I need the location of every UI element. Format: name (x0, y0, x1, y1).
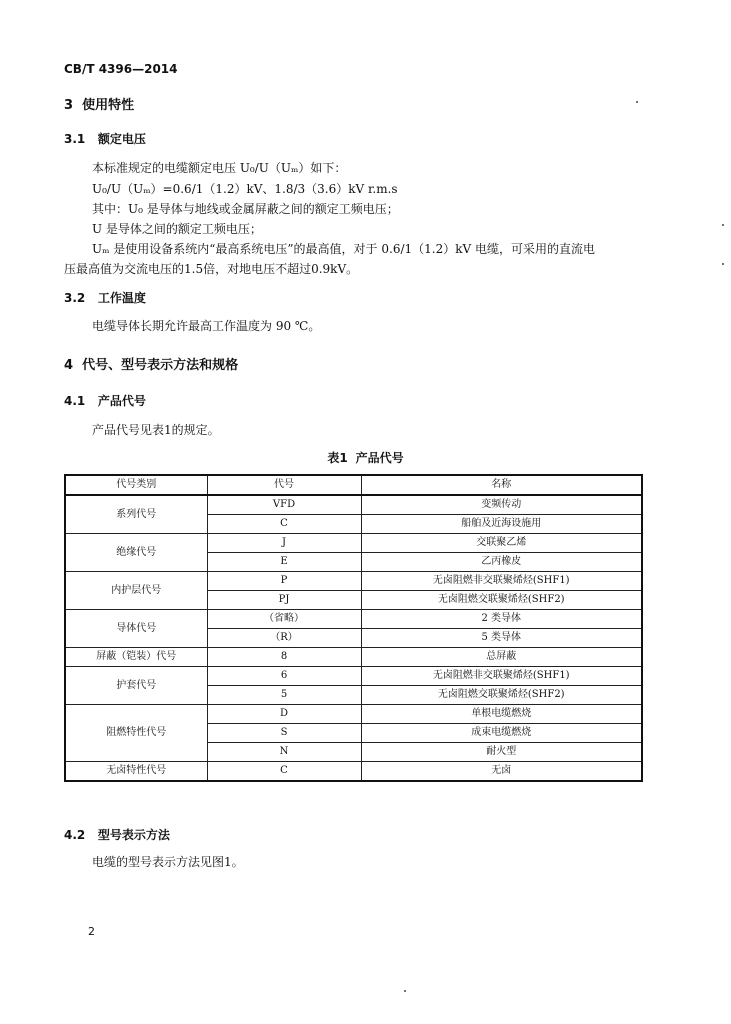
code-category-cell: 导体代号 (65, 610, 207, 648)
code-name-cell: 耐火型 (361, 743, 642, 762)
section-3-heading (64, 94, 134, 113)
paragraph-line: 其中：U₀ 是导体与地线或金属屏蔽之间的额定工频电压； (92, 202, 399, 216)
table-row (65, 534, 642, 553)
section-3-2-heading (64, 289, 146, 306)
section-title: 产品代号 (97, 394, 146, 408)
paragraph: 电缆导体长期允许最高工作温度为 90 ℃。 (92, 319, 321, 333)
section-title: 代号、型号表示方法和规格 (82, 358, 239, 373)
table-row (65, 648, 642, 667)
table-row (65, 572, 642, 591)
code-name-cell: 无卤阻燃交联聚烯烃(SHF2) (361, 591, 642, 610)
code-category-cell: 无卤特性代号 (65, 762, 207, 782)
scan-speck (722, 263, 724, 265)
paragraph: 电缆的型号表示方法见图1。 (92, 855, 244, 869)
product-code-table (64, 474, 643, 782)
code-cell: （省略） (207, 610, 361, 629)
code-cell: N (207, 743, 361, 762)
code-name-cell: 交联聚乙烯 (361, 534, 642, 553)
code-cell: C (207, 515, 361, 534)
section-number: 4 (64, 358, 74, 373)
table-row (65, 495, 642, 515)
code-name-cell: 船舶及近海设施用 (361, 515, 642, 534)
paragraph-line: Uₘ 是使用设备系统内“最高系统电压”的最高值，对于 0.6/1（1.2）kV 电缆，可采用的直流电 (92, 242, 595, 256)
paragraph: 产品代号见表1的规定。 (92, 423, 220, 437)
scan-speck (636, 101, 638, 103)
code-category-cell: 屏蔽（铠装）代号 (65, 648, 207, 667)
section-number: 4.2 (64, 828, 86, 842)
code-name-cell: 变频传动 (361, 495, 642, 515)
column-header: 名称 (361, 475, 642, 495)
code-category-cell: 系列代号 (65, 495, 207, 534)
paragraph-line: 本标准规定的电缆额定电压 U₀/U（Uₘ）如下： (92, 161, 347, 175)
page-number: 2 (88, 925, 95, 938)
table-caption (0, 449, 731, 466)
scan-speck (722, 224, 724, 226)
code-name-cell: 无卤阻燃非交联聚烯烃(SHF1) (361, 667, 642, 686)
standard-number: CB/T 4396—2014 (64, 62, 178, 76)
section-title: 工作温度 (97, 291, 146, 305)
section-number: 3 (64, 98, 74, 113)
code-cell: E (207, 553, 361, 572)
table-header-row (65, 475, 642, 495)
section-3-1-heading (64, 130, 146, 147)
code-cell: 6 (207, 667, 361, 686)
code-name-cell: 2 类导体 (361, 610, 642, 629)
table-number: 表1 (327, 451, 348, 465)
code-cell: PJ (207, 591, 361, 610)
code-name-cell: 无卤阻燃非交联聚烯烃(SHF1) (361, 572, 642, 591)
code-cell: （R） (207, 629, 361, 648)
section-title: 使用特性 (82, 98, 135, 113)
code-cell: 5 (207, 686, 361, 705)
scan-speck (404, 990, 406, 992)
column-header: 代号类别 (65, 475, 207, 495)
code-cell: D (207, 705, 361, 724)
section-4-heading (64, 354, 238, 373)
section-number: 4.1 (64, 394, 86, 408)
code-cell: P (207, 572, 361, 591)
code-name-cell: 无卤 (361, 762, 642, 782)
code-cell: S (207, 724, 361, 743)
paragraph-line: U₀/U（Uₘ）=0.6/1（1.2）kV、1.8/3（3.6）kV r.m.s (92, 182, 398, 196)
code-category-cell: 护套代号 (65, 667, 207, 705)
paragraph-line: 压最高值为交流电压的1.5倍，对地电压不超过0.9kV。 (64, 262, 359, 276)
section-title: 型号表示方法 (97, 828, 170, 842)
code-name-cell: 单根电缆燃烧 (361, 705, 642, 724)
section-number: 3.1 (64, 132, 86, 146)
section-title: 额定电压 (97, 132, 146, 146)
code-cell: 8 (207, 648, 361, 667)
table-row (65, 705, 642, 724)
code-cell: J (207, 534, 361, 553)
code-cell: VFD (207, 495, 361, 515)
code-cell: C (207, 762, 361, 782)
code-name-cell: 成束电缆燃烧 (361, 724, 642, 743)
code-name-cell: 总屏蔽 (361, 648, 642, 667)
code-category-cell: 阻燃特性代号 (65, 705, 207, 762)
paragraph-line: U 是导体之间的额定工频电压； (92, 222, 262, 236)
column-header: 代号 (207, 475, 361, 495)
code-name-cell: 乙丙橡皮 (361, 553, 642, 572)
code-category-cell: 内护层代号 (65, 572, 207, 610)
table-row (65, 762, 642, 782)
table-row (65, 667, 642, 686)
table-title: 产品代号 (355, 451, 404, 465)
code-name-cell: 5 类导体 (361, 629, 642, 648)
section-4-1-heading (64, 392, 146, 409)
section-number: 3.2 (64, 291, 86, 305)
section-4-2-heading (64, 826, 170, 843)
code-name-cell: 无卤阻燃交联聚烯烃(SHF2) (361, 686, 642, 705)
table-row (65, 610, 642, 629)
code-category-cell: 绝缘代号 (65, 534, 207, 572)
